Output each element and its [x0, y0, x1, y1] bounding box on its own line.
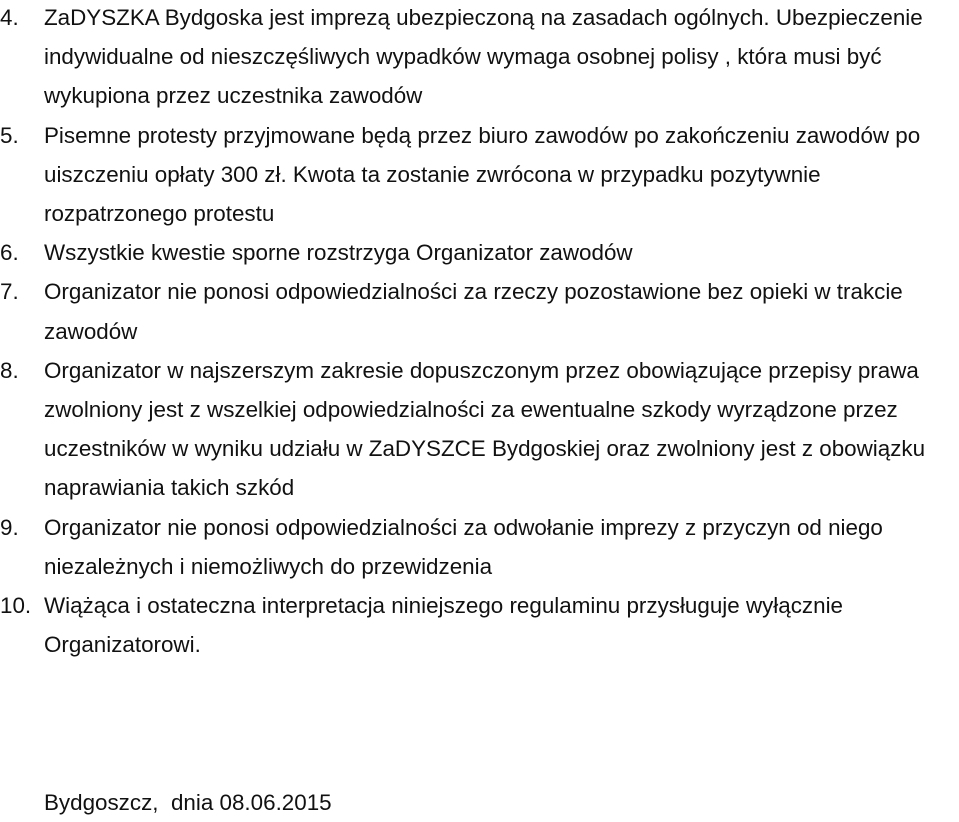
- rule-text: Organizator nie ponosi odpowiedzialności za rzeczy pozostawione bez opieki w trakcie zawodów: [44, 279, 903, 344]
- rule-item-9: [0, 508, 959, 586]
- signature-date-line: [44, 783, 332, 822]
- rule-number: 7.: [0, 279, 19, 305]
- rule-number: 4.: [0, 5, 19, 30]
- rule-text: Organizator w najszerszym zakresie dopuszczonym przez obowiązujące przepisy prawa zwolniony jest z wszelkiej odpowiedzialności za ewentualne szkody wyrządzone przez uczestników w wyniku udziału w ZaDYSZCE Bydgoskiej oraz zwolniony jest z obowiązku naprawiania takich szkód: [44, 357, 926, 501]
- rule-item-4: [0, 0, 959, 116]
- footer-date: 08.06.2015: [219, 790, 332, 815]
- rule-item-7: [0, 272, 959, 350]
- rule-item-6: [0, 233, 959, 272]
- rule-number: 5.: [0, 122, 19, 148]
- rule-text: ZaDYSZKA Bydgoska jest imprezą ubezpieczoną na zasadach ogólnych. Ubezpieczenie indywidualne od nieszczęśliwych wypadków wymaga osobnej polisy , która musi być wykupiona przez uczestnika zawodów: [44, 5, 923, 109]
- footer-date-label: dnia: [170, 790, 214, 815]
- rule-text: Wiążąca i ostateczna interpretacja niniejszego regulaminu przysługuje wyłącznie Organizatorowi.: [44, 593, 844, 658]
- rule-number: 9.: [0, 514, 19, 540]
- rule-text: Wszystkie kwestie sporne rozstrzyga Organizator zawodów: [44, 240, 633, 266]
- rule-number: 8.: [0, 357, 19, 383]
- rule-item-5: [0, 116, 959, 234]
- rule-text: Pisemne protesty przyjmowane będą przez biuro zawodów po zakończeniu zawodów po uiszczeniu opłaty 300 zł. Kwota ta zostanie zwrócona w przypadku pozytywnie rozpatrzonego protestu: [44, 122, 921, 227]
- rule-text: Organizator nie ponosi odpowiedzialności za odwołanie imprezy z przyczyn od niego niezależnych i niemożliwych do przewidzenia: [44, 514, 883, 579]
- rule-item-8: [0, 351, 959, 508]
- rule-number: 10.: [0, 593, 32, 619]
- rule-number: 6.: [0, 240, 19, 266]
- footer-place: Bydgoszcz,: [44, 790, 159, 815]
- rule-item-10: [0, 586, 959, 664]
